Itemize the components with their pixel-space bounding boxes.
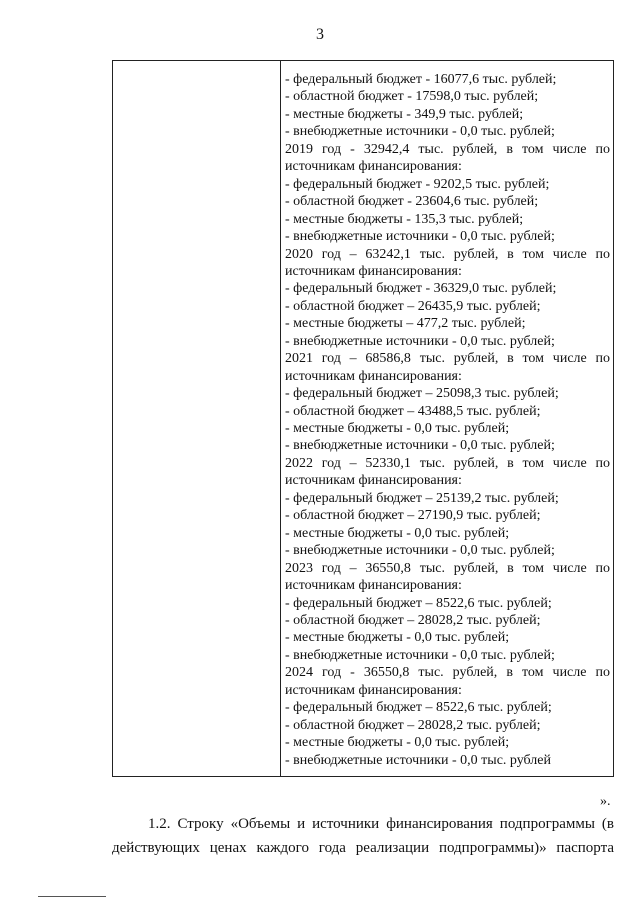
financing-line: - областной бюджет – 28028,2 тыс. рублей; bbox=[285, 717, 541, 733]
financing-line: - областной бюджет - 23604,6 тыс. рублей; bbox=[285, 194, 539, 210]
financing-line: - федеральный бюджет – 8522,6 тыс. рублей; bbox=[285, 595, 552, 611]
financing-line: - местные бюджеты - 0,0 тыс. рублей; bbox=[285, 525, 510, 541]
paragraph-line-1: 1.2. Строку «Объемы и источники финансирования подпрограммы (в bbox=[148, 816, 614, 832]
financing-line: - местные бюджеты - 0,0 тыс. рублей; bbox=[285, 735, 510, 751]
financing-line: источникам финансирования: bbox=[285, 159, 462, 175]
financing-line: - областной бюджет - 17598,0 тыс. рублей; bbox=[285, 89, 539, 105]
footer-rule bbox=[38, 896, 106, 897]
financing-line: - областной бюджет – 27190,9 тыс. рублей; bbox=[285, 508, 541, 524]
financing-line: - внебюджетные источники - 0,0 тыс. рублей bbox=[285, 752, 551, 768]
financing-line: 2019 год - 32942,4 тыс. рублей, в том числе по bbox=[285, 141, 610, 157]
financing-line: - федеральный бюджет - 16077,6 тыс. рублей; bbox=[285, 72, 557, 87]
financing-line: - внебюджетные источники - 0,0 тыс. рублей; bbox=[285, 333, 555, 349]
financing-line: - внебюджетные источники - 0,0 тыс. рублей; bbox=[285, 543, 555, 559]
financing-line: источникам финансирования: bbox=[285, 682, 462, 698]
table-column-divider bbox=[280, 61, 281, 776]
financing-line: - федеральный бюджет – 8522,6 тыс. рублей; bbox=[285, 700, 552, 716]
financing-line: - федеральный бюджет – 25139,2 тыс. рублей; bbox=[285, 490, 559, 506]
financing-line: источникам финансирования: bbox=[285, 368, 462, 384]
page-number: 3 bbox=[316, 26, 324, 43]
financing-line: - федеральный бюджет – 25098,3 тыс. рублей; bbox=[285, 386, 559, 402]
financing-line: - местные бюджеты - 0,0 тыс. рублей; bbox=[285, 421, 510, 437]
financing-line: - внебюджетные источники - 0,0 тыс. рублей; bbox=[285, 124, 555, 140]
financing-line: - областной бюджет – 28028,2 тыс. рублей; bbox=[285, 612, 541, 628]
paragraph-1-2 bbox=[112, 812, 614, 860]
financing-line: - областной бюджет – 26435,9 тыс. рублей; bbox=[285, 298, 541, 314]
financing-line: - внебюджетные источники - 0,0 тыс. рублей; bbox=[285, 647, 555, 663]
financing-line: источникам финансирования: bbox=[285, 263, 462, 279]
financing-line: источникам финансирования: bbox=[285, 578, 462, 594]
financing-line: 2024 год - 36550,8 тыс. рублей, в том числе по bbox=[285, 665, 610, 681]
financing-line: - внебюджетные источники - 0,0 тыс. рублей; bbox=[285, 438, 555, 454]
financing-details-cell bbox=[285, 71, 610, 769]
financing-line: - местные бюджеты - 0,0 тыс. рублей; bbox=[285, 630, 510, 646]
financing-line: - местные бюджеты - 135,3 тыс. рублей; bbox=[285, 211, 524, 227]
financing-table bbox=[112, 60, 614, 777]
financing-line: - федеральный бюджет - 9202,5 тыс. рублей; bbox=[285, 176, 550, 192]
paragraph-line-2: действующих ценах каждого года реализации подпрограммы)» паспорта bbox=[112, 840, 614, 856]
financing-line: - местные бюджеты – 477,2 тыс. рублей; bbox=[285, 316, 526, 332]
financing-line: 2022 год – 52330,1 тыс. рублей, в том числе по bbox=[285, 455, 610, 471]
financing-line: - областной бюджет – 43488,5 тыс. рублей; bbox=[285, 403, 541, 419]
financing-line: - местные бюджеты - 349,9 тыс. рублей; bbox=[285, 106, 524, 122]
financing-line: 2023 год – 36550,8 тыс. рублей, в том числе по bbox=[285, 560, 610, 576]
financing-line: - внебюджетные источники - 0,0 тыс. рублей; bbox=[285, 229, 555, 245]
financing-line: 2021 год – 68586,8 тыс. рублей, в том числе по bbox=[285, 351, 610, 367]
financing-line: источникам финансирования: bbox=[285, 473, 462, 489]
closing-quote: ». bbox=[600, 794, 611, 809]
financing-line: - федеральный бюджет - 36329,0 тыс. рублей; bbox=[285, 281, 557, 297]
financing-line: 2020 год – 63242,1 тыс. рублей, в том числе по bbox=[285, 246, 610, 262]
